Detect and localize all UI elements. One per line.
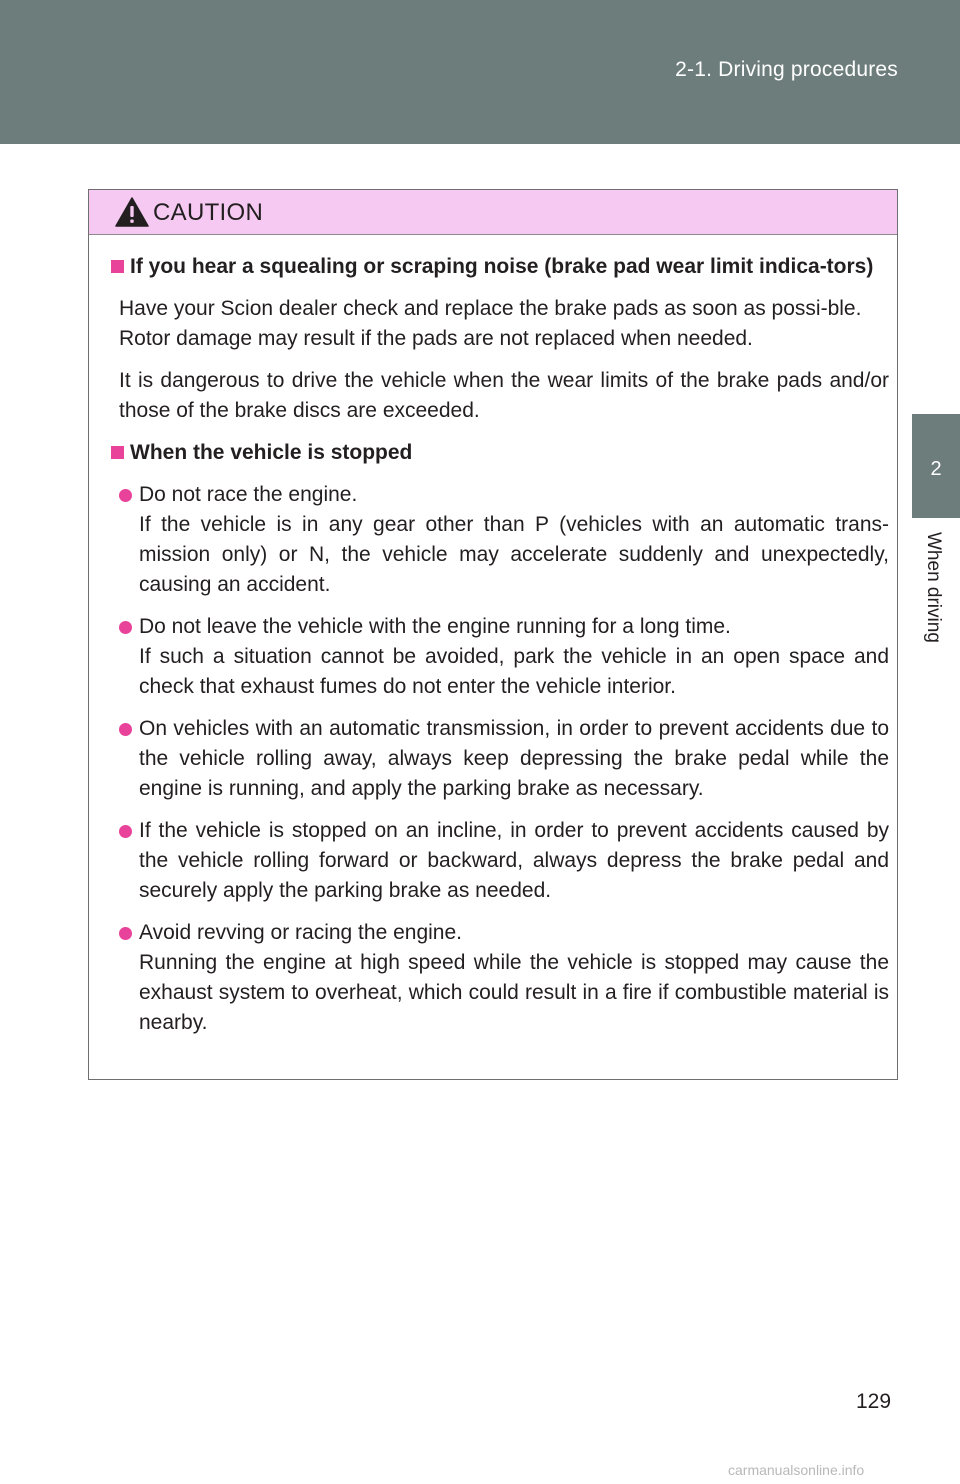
caution-header [89, 190, 897, 235]
list-item [119, 480, 889, 600]
caution-box [88, 189, 898, 1080]
list-item [119, 714, 889, 804]
warning-icon [115, 197, 149, 227]
chapter-number: 2 [930, 458, 942, 480]
section-heading [111, 252, 889, 282]
round-bullet-icon [119, 621, 132, 634]
list-item-line: If the vehicle is in any gear other than P (vehicles with an automatic trans-mission only) or N, the vehicle may accelerate suddenly and unexpectedly, causing an accident. [139, 513, 889, 596]
paragraph-line: Rotor damage may result if the pads are not replaced when needed. [119, 327, 753, 350]
section-heading [111, 438, 889, 468]
chapter-label-strip [912, 518, 960, 818]
list-item-line: Running the engine at high speed while the vehicle is stopped may cause the exhaust system to overheat, which could result in a fire if combustible material is nearby. [139, 951, 889, 1034]
list-item-line: If the vehicle is stopped on an incline, in order to prevent accidents caused by the vehicle rolling forward or backward, always depress the brake pedal and securely apply the parking brake as needed. [139, 819, 889, 902]
round-bullet-icon [119, 723, 132, 736]
section-heading-text: If you hear a squealing or scraping noise (brake pad wear limit indica-tors) [130, 255, 874, 278]
list-item-line: On vehicles with an automatic transmission, in order to prevent accidents due to the vehicle rolling away, always keep depressing the brake pedal while the engine is running, and apply the parking brake as necessary. [139, 717, 889, 800]
caution-title: CAUTION [153, 199, 264, 226]
round-bullet-icon [119, 927, 132, 940]
page-header [0, 0, 960, 144]
paragraph: It is dangerous to drive the vehicle when the wear limits of the brake pads and/or those of the brake discs are exceeded. [119, 369, 889, 422]
page-number: 129 [856, 1390, 892, 1413]
list-item-line: Avoid revving or racing the engine. [139, 921, 462, 944]
list-item-line: If such a situation cannot be avoided, park the vehicle in an open space and check that exhaust fumes do not enter the vehicle interior. [139, 645, 889, 698]
list-item-line: Do not race the engine. [139, 483, 358, 506]
round-bullet-icon [119, 825, 132, 838]
list-item [119, 612, 889, 702]
list-item [119, 816, 889, 906]
round-bullet-icon [119, 489, 132, 502]
watermark: carmanualsonline.info [728, 1462, 865, 1478]
paragraph-line: Have your Scion dealer check and replace the brake pads as soon as possi-ble. [119, 297, 862, 320]
caution-body [111, 252, 889, 1038]
chapter-label: When driving [923, 532, 944, 643]
square-bullet-icon [111, 260, 124, 273]
section-heading-text: When the vehicle is stopped [130, 441, 413, 464]
square-bullet-icon [111, 446, 124, 459]
header-title: 2-1. Driving procedures [675, 58, 898, 81]
list-item [119, 918, 889, 1038]
list-item-line: Do not leave the vehicle with the engine running for a long time. [139, 615, 731, 638]
paragraph [119, 294, 889, 354]
chapter-tab [912, 414, 960, 518]
